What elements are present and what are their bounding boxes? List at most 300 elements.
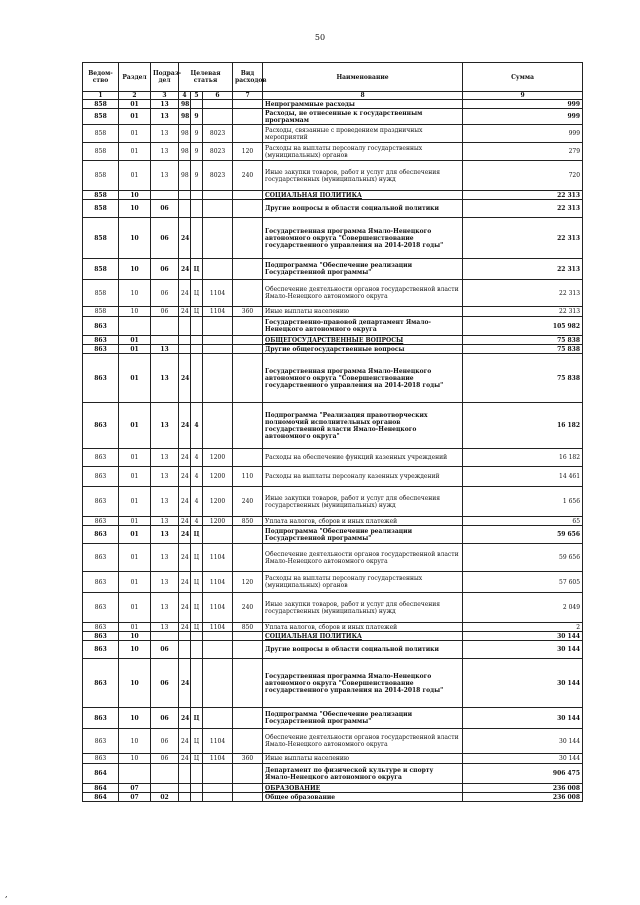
section-cell xyxy=(119,317,151,336)
subprogram-code-cell: 4 xyxy=(191,467,203,487)
subsection-cell: 06 xyxy=(151,754,179,764)
table-row xyxy=(83,793,583,802)
expense-type-cell xyxy=(233,354,263,403)
subprogram-code-cell xyxy=(191,354,203,403)
direction-code-cell xyxy=(203,191,233,200)
expense-type-cell: 240 xyxy=(233,487,263,517)
subprogram-code-cell xyxy=(191,784,203,793)
department-cell: 863 xyxy=(83,632,119,641)
sum-cell: 999 xyxy=(463,109,583,125)
expense-type-cell xyxy=(233,793,263,802)
name-cell: Обеспечение деятельности органов государственной власти Ямало-Ненецкого автономного округа xyxy=(263,280,463,307)
subsection-cell xyxy=(151,784,179,793)
table-row xyxy=(83,467,583,487)
name-cell: Общее образование xyxy=(263,793,463,802)
subprogram-code-cell xyxy=(191,218,203,259)
direction-code-cell xyxy=(203,317,233,336)
subsection-cell: 06 xyxy=(151,641,179,659)
subprogram-code-cell: Ц xyxy=(191,593,203,623)
program-code-cell xyxy=(179,345,191,354)
section-cell: 01 xyxy=(119,109,151,125)
section-cell xyxy=(119,764,151,784)
sum-cell: 75 838 xyxy=(463,336,583,345)
name-cell: Расходы, связанные с проведением праздничных мероприятий xyxy=(263,125,463,143)
section-cell: 10 xyxy=(119,280,151,307)
subsection-cell: 13 xyxy=(151,125,179,143)
section-cell: 01 xyxy=(119,526,151,544)
subsection-cell: 06 xyxy=(151,729,179,754)
column-number: 5 xyxy=(191,92,203,100)
subsection-cell: 13 xyxy=(151,467,179,487)
subsection-cell: 13 xyxy=(151,100,179,109)
name-cell: Уплата налогов, сборов и иных платежей xyxy=(263,517,463,526)
table-row xyxy=(83,641,583,659)
name-cell: Обеспечение деятельности органов государственной власти Ямало-Ненецкого автономного округа xyxy=(263,729,463,754)
subsection-cell: 13 xyxy=(151,354,179,403)
section-cell: 01 xyxy=(119,345,151,354)
sum-cell: 236 008 xyxy=(463,793,583,802)
program-code-cell: 24 xyxy=(179,487,191,517)
subsection-cell: 06 xyxy=(151,708,179,729)
program-code-cell: 98 xyxy=(179,109,191,125)
section-cell: 01 xyxy=(119,449,151,467)
sum-cell: 279 xyxy=(463,143,583,161)
direction-code-cell xyxy=(203,641,233,659)
name-cell: Иные закупки товаров, работ и услуг для обеспечения государственных (муниципальных) нужд xyxy=(263,593,463,623)
name-cell: Департамент по физической культуре и спорту Ямало-Ненецкого автономного округа xyxy=(263,764,463,784)
section-cell: 10 xyxy=(119,754,151,764)
subprogram-code-cell: Ц xyxy=(191,708,203,729)
department-cell: 864 xyxy=(83,793,119,802)
direction-code-cell xyxy=(203,784,233,793)
sum-cell: 22 313 xyxy=(463,259,583,280)
program-code-cell: 24 xyxy=(179,403,191,449)
section-cell: 10 xyxy=(119,708,151,729)
section-cell: 10 xyxy=(119,641,151,659)
department-cell: 863 xyxy=(83,403,119,449)
header-cell-sum: Сумма xyxy=(463,63,583,92)
sum-cell: 30 144 xyxy=(463,641,583,659)
table-row xyxy=(83,218,583,259)
expense-type-cell xyxy=(233,191,263,200)
expense-type-cell: 360 xyxy=(233,307,263,317)
program-code-cell xyxy=(179,793,191,802)
direction-code-cell xyxy=(203,403,233,449)
table-row xyxy=(83,526,583,544)
program-code-cell: 24 xyxy=(179,729,191,754)
program-code-cell xyxy=(179,200,191,218)
expense-type-cell xyxy=(233,632,263,641)
sum-cell: 16 182 xyxy=(463,449,583,467)
table-row xyxy=(83,109,583,125)
department-cell: 863 xyxy=(83,593,119,623)
column-number: 3 xyxy=(151,92,179,100)
program-code-cell: 98 xyxy=(179,100,191,109)
section-cell: 10 xyxy=(119,218,151,259)
department-cell: 863 xyxy=(83,623,119,632)
expense-type-cell xyxy=(233,526,263,544)
program-code-cell: 98 xyxy=(179,125,191,143)
subprogram-code-cell xyxy=(191,317,203,336)
subprogram-code-cell: Ц xyxy=(191,572,203,593)
direction-code-cell xyxy=(203,708,233,729)
department-cell: 863 xyxy=(83,345,119,354)
expense-type-cell xyxy=(233,708,263,729)
section-cell: 01 xyxy=(119,517,151,526)
expense-type-cell xyxy=(233,641,263,659)
section-cell: 01 xyxy=(119,354,151,403)
table-row xyxy=(83,161,583,191)
section-cell: 01 xyxy=(119,487,151,517)
sum-cell: 30 144 xyxy=(463,754,583,764)
table-row xyxy=(83,623,583,632)
direction-code-cell: 8023 xyxy=(203,143,233,161)
table-row xyxy=(83,143,583,161)
direction-code-cell: 1200 xyxy=(203,449,233,467)
table-row xyxy=(83,659,583,708)
department-cell: 863 xyxy=(83,317,119,336)
subprogram-code-cell: Ц xyxy=(191,307,203,317)
name-cell: ОБЩЕГОСУДАРСТВЕННЫЕ ВОПРОСЫ xyxy=(263,336,463,345)
sum-cell: 16 182 xyxy=(463,403,583,449)
subprogram-code-cell: Ц xyxy=(191,623,203,632)
name-cell: Государственно-правовой департамент Ямало-Ненецкого автономного округа xyxy=(263,317,463,336)
name-cell: Государственная программа Ямало-Ненецкого автономного округа "Совершенствование государственного управления на 2014-2018 годы" xyxy=(263,659,463,708)
table-row xyxy=(83,487,583,517)
direction-code-cell: 1104 xyxy=(203,623,233,632)
column-number: 7 xyxy=(233,92,263,100)
sum-cell: 2 049 xyxy=(463,593,583,623)
subsection-cell: 06 xyxy=(151,280,179,307)
program-code-cell: 24 xyxy=(179,449,191,467)
department-cell: 858 xyxy=(83,191,119,200)
department-cell: 863 xyxy=(83,572,119,593)
table-row xyxy=(83,191,583,200)
subprogram-code-cell: Ц xyxy=(191,729,203,754)
expense-type-cell xyxy=(233,403,263,449)
header-cell-expense-type: Вид расходов xyxy=(233,63,263,92)
table-row xyxy=(83,593,583,623)
table-row xyxy=(83,764,583,784)
department-cell: 863 xyxy=(83,517,119,526)
expense-type-cell xyxy=(233,784,263,793)
name-cell: Иные выплаты населению xyxy=(263,307,463,317)
name-cell: Подпрограмма "Обеспечение реализации Государственной программы" xyxy=(263,708,463,729)
program-code-cell xyxy=(179,641,191,659)
name-cell: Расходы на выплаты персоналу государственных (муниципальных) органов xyxy=(263,143,463,161)
subprogram-code-cell: 4 xyxy=(191,403,203,449)
program-code-cell: 24 xyxy=(179,280,191,307)
sum-cell: 75 838 xyxy=(463,345,583,354)
header-cell-department: Ведом-ство xyxy=(83,63,119,92)
direction-code-cell xyxy=(203,109,233,125)
department-cell: 863 xyxy=(83,544,119,572)
table-row xyxy=(83,517,583,526)
name-cell: СОЦИАЛЬНАЯ ПОЛИТИКА xyxy=(263,191,463,200)
department-cell: 863 xyxy=(83,487,119,517)
department-cell: 863 xyxy=(83,336,119,345)
subprogram-code-cell xyxy=(191,793,203,802)
subprogram-code-cell: Ц xyxy=(191,280,203,307)
budget-table xyxy=(82,62,583,802)
table-row xyxy=(83,125,583,143)
sum-cell: 30 144 xyxy=(463,729,583,754)
department-cell: 858 xyxy=(83,109,119,125)
program-code-cell: 24 xyxy=(179,623,191,632)
name-cell: ОБРАЗОВАНИЕ xyxy=(263,784,463,793)
expense-type-cell xyxy=(233,345,263,354)
sum-cell: 22 313 xyxy=(463,191,583,200)
department-cell: 863 xyxy=(83,354,119,403)
name-cell: Иные закупки товаров, работ и услуг для обеспечения государственных (муниципальных) нужд xyxy=(263,487,463,517)
program-code-cell xyxy=(179,632,191,641)
subsection-cell: 06 xyxy=(151,218,179,259)
subprogram-code-cell xyxy=(191,345,203,354)
subsection-cell: 06 xyxy=(151,307,179,317)
section-cell: 10 xyxy=(119,191,151,200)
subsection-cell: 13 xyxy=(151,517,179,526)
program-code-cell: 24 xyxy=(179,467,191,487)
table-row xyxy=(83,200,583,218)
direction-code-cell: 8023 xyxy=(203,125,233,143)
name-cell: Другие вопросы в области социальной политики xyxy=(263,641,463,659)
sum-cell: 57 605 xyxy=(463,572,583,593)
department-cell: 858 xyxy=(83,307,119,317)
direction-code-cell xyxy=(203,526,233,544)
sum-cell: 1 656 xyxy=(463,487,583,517)
subsection-cell: 13 xyxy=(151,345,179,354)
subprogram-code-cell xyxy=(191,100,203,109)
direction-code-cell: 1104 xyxy=(203,307,233,317)
direction-code-cell xyxy=(203,632,233,641)
direction-code-cell: 1104 xyxy=(203,593,233,623)
sum-cell: 999 xyxy=(463,125,583,143)
program-code-cell: 24 xyxy=(179,659,191,708)
expense-type-cell: 240 xyxy=(233,161,263,191)
expense-type-cell xyxy=(233,729,263,754)
expense-type-cell xyxy=(233,109,263,125)
column-number: 4 xyxy=(179,92,191,100)
sum-cell: 22 313 xyxy=(463,200,583,218)
subsection-cell: 13 xyxy=(151,403,179,449)
direction-code-cell: 1200 xyxy=(203,487,233,517)
subsection-cell: 13 xyxy=(151,143,179,161)
subprogram-code-cell xyxy=(191,659,203,708)
subprogram-code-cell: Ц xyxy=(191,754,203,764)
program-code-cell: 98 xyxy=(179,161,191,191)
subsection-cell: 06 xyxy=(151,659,179,708)
sum-cell: 65 xyxy=(463,517,583,526)
subprogram-code-cell xyxy=(191,191,203,200)
sum-cell: 236 008 xyxy=(463,784,583,793)
section-cell: 10 xyxy=(119,259,151,280)
expense-type-cell: 120 xyxy=(233,572,263,593)
expense-type-cell xyxy=(233,259,263,280)
section-cell: 01 xyxy=(119,623,151,632)
program-code-cell: 24 xyxy=(179,354,191,403)
section-cell: 10 xyxy=(119,307,151,317)
subsection-cell: 13 xyxy=(151,572,179,593)
program-code-cell xyxy=(179,191,191,200)
department-cell: 863 xyxy=(83,708,119,729)
subprogram-code-cell: Ц xyxy=(191,526,203,544)
header-row xyxy=(83,63,583,92)
program-code-cell: 98 xyxy=(179,143,191,161)
subsection-cell: 13 xyxy=(151,526,179,544)
expense-type-cell xyxy=(233,764,263,784)
subsection-cell: 13 xyxy=(151,544,179,572)
department-cell: 863 xyxy=(83,641,119,659)
department-cell: 858 xyxy=(83,161,119,191)
department-cell: 858 xyxy=(83,100,119,109)
section-cell: 01 xyxy=(119,143,151,161)
section-cell: 01 xyxy=(119,467,151,487)
subsection-cell xyxy=(151,336,179,345)
table-row xyxy=(83,317,583,336)
subprogram-code-cell: 9 xyxy=(191,143,203,161)
direction-code-cell: 1104 xyxy=(203,572,233,593)
sum-cell: 30 144 xyxy=(463,708,583,729)
footer-mark: , xyxy=(5,890,8,899)
department-cell: 864 xyxy=(83,784,119,793)
expense-type-cell: 110 xyxy=(233,467,263,487)
sum-cell: 75 838 xyxy=(463,354,583,403)
subprogram-code-cell: Ц xyxy=(191,544,203,572)
name-cell: Подпрограмма "Обеспечение реализации Государственной программы" xyxy=(263,526,463,544)
sum-cell: 59 656 xyxy=(463,526,583,544)
header-cell-target-article: Целевая статья xyxy=(179,63,233,92)
department-cell: 858 xyxy=(83,259,119,280)
section-cell: 01 xyxy=(119,403,151,449)
name-cell: Непрограммные расходы xyxy=(263,100,463,109)
table-row xyxy=(83,259,583,280)
subsection-cell: 06 xyxy=(151,259,179,280)
department-cell: 858 xyxy=(83,200,119,218)
table-row xyxy=(83,100,583,109)
department-cell: 863 xyxy=(83,467,119,487)
direction-code-cell xyxy=(203,259,233,280)
department-cell: 858 xyxy=(83,218,119,259)
program-code-cell xyxy=(179,784,191,793)
column-number: 6 xyxy=(203,92,233,100)
direction-code-cell: 1104 xyxy=(203,280,233,307)
direction-code-cell xyxy=(203,100,233,109)
table-row xyxy=(83,307,583,317)
name-cell: Расходы на обеспечение функций казенных учреждений xyxy=(263,449,463,467)
name-cell: СОЦИАЛЬНАЯ ПОЛИТИКА xyxy=(263,632,463,641)
expense-type-cell: 850 xyxy=(233,623,263,632)
program-code-cell: 24 xyxy=(179,526,191,544)
department-cell: 863 xyxy=(83,729,119,754)
name-cell: Другие вопросы в области социальной политики xyxy=(263,200,463,218)
name-cell: Подпрограмма "Реализация правотворческих полномочий исполнительных органов государственной власти Ямало-Ненецкого автономного округа" xyxy=(263,403,463,449)
department-cell: 863 xyxy=(83,526,119,544)
column-number: 2 xyxy=(119,92,151,100)
table-row xyxy=(83,708,583,729)
subsection-cell xyxy=(151,191,179,200)
subprogram-code-cell: 9 xyxy=(191,109,203,125)
direction-code-cell: 1104 xyxy=(203,754,233,764)
expense-type-cell xyxy=(233,218,263,259)
header-cell-section: Раздел xyxy=(119,63,151,92)
table-row xyxy=(83,280,583,307)
direction-code-cell xyxy=(203,218,233,259)
subprogram-code-cell: 4 xyxy=(191,449,203,467)
subsection-cell: 02 xyxy=(151,793,179,802)
direction-code-cell: 1104 xyxy=(203,544,233,572)
direction-code-cell xyxy=(203,345,233,354)
sum-cell: 22 313 xyxy=(463,218,583,259)
program-code-cell xyxy=(179,317,191,336)
expense-type-cell xyxy=(233,336,263,345)
program-code-cell: 24 xyxy=(179,708,191,729)
section-cell: 07 xyxy=(119,784,151,793)
expense-type-cell xyxy=(233,280,263,307)
subprogram-code-cell: 9 xyxy=(191,161,203,191)
section-cell: 01 xyxy=(119,125,151,143)
section-cell: 01 xyxy=(119,593,151,623)
department-cell: 863 xyxy=(83,449,119,467)
section-cell: 01 xyxy=(119,572,151,593)
subprogram-code-cell xyxy=(191,632,203,641)
subsection-cell: 13 xyxy=(151,449,179,467)
direction-code-cell: 1200 xyxy=(203,467,233,487)
table-row xyxy=(83,754,583,764)
direction-code-cell: 1200 xyxy=(203,517,233,526)
direction-code-cell: 8023 xyxy=(203,161,233,191)
expense-type-cell: 120 xyxy=(233,143,263,161)
department-cell: 858 xyxy=(83,143,119,161)
section-cell: 10 xyxy=(119,632,151,641)
subprogram-code-cell xyxy=(191,641,203,659)
sum-cell: 14 461 xyxy=(463,467,583,487)
subsection-cell: 13 xyxy=(151,161,179,191)
program-code-cell: 24 xyxy=(179,517,191,526)
name-cell: Иные выплаты населению xyxy=(263,754,463,764)
sum-cell: 105 982 xyxy=(463,317,583,336)
subprogram-code-cell xyxy=(191,764,203,784)
direction-code-cell: 1104 xyxy=(203,729,233,754)
name-cell: Государственная программа Ямало-Ненецкого автономного округа "Совершенствование государственного управления на 2014-2018 годы" xyxy=(263,354,463,403)
subsection-cell: 06 xyxy=(151,200,179,218)
sum-cell: 22 313 xyxy=(463,307,583,317)
subsection-cell: 13 xyxy=(151,623,179,632)
header-cell-subsection: Подраз-дел xyxy=(151,63,179,92)
section-cell: 10 xyxy=(119,659,151,708)
subprogram-code-cell: 4 xyxy=(191,487,203,517)
sum-cell: 906 475 xyxy=(463,764,583,784)
direction-code-cell xyxy=(203,354,233,403)
column-number: 1 xyxy=(83,92,119,100)
sum-cell: 59 656 xyxy=(463,544,583,572)
column-number: 8 xyxy=(263,92,463,100)
expense-type-cell: 850 xyxy=(233,517,263,526)
name-cell: Обеспечение деятельности органов государственной власти Ямало-Ненецкого автономного округа xyxy=(263,544,463,572)
subsection-cell: 13 xyxy=(151,109,179,125)
program-code-cell: 24 xyxy=(179,307,191,317)
name-cell: Расходы на выплаты персоналу государственных (муниципальных) органов xyxy=(263,572,463,593)
section-cell: 01 xyxy=(119,336,151,345)
name-cell: Подпрограмма "Обеспечение реализации Государственной программы" xyxy=(263,259,463,280)
program-code-cell: 24 xyxy=(179,593,191,623)
expense-type-cell xyxy=(233,125,263,143)
name-cell: Иные закупки товаров, работ и услуг для обеспечения государственных (муниципальных) нужд xyxy=(263,161,463,191)
table-row xyxy=(83,632,583,641)
program-code-cell xyxy=(179,764,191,784)
sum-cell: 720 xyxy=(463,161,583,191)
direction-code-cell xyxy=(203,336,233,345)
direction-code-cell xyxy=(203,200,233,218)
